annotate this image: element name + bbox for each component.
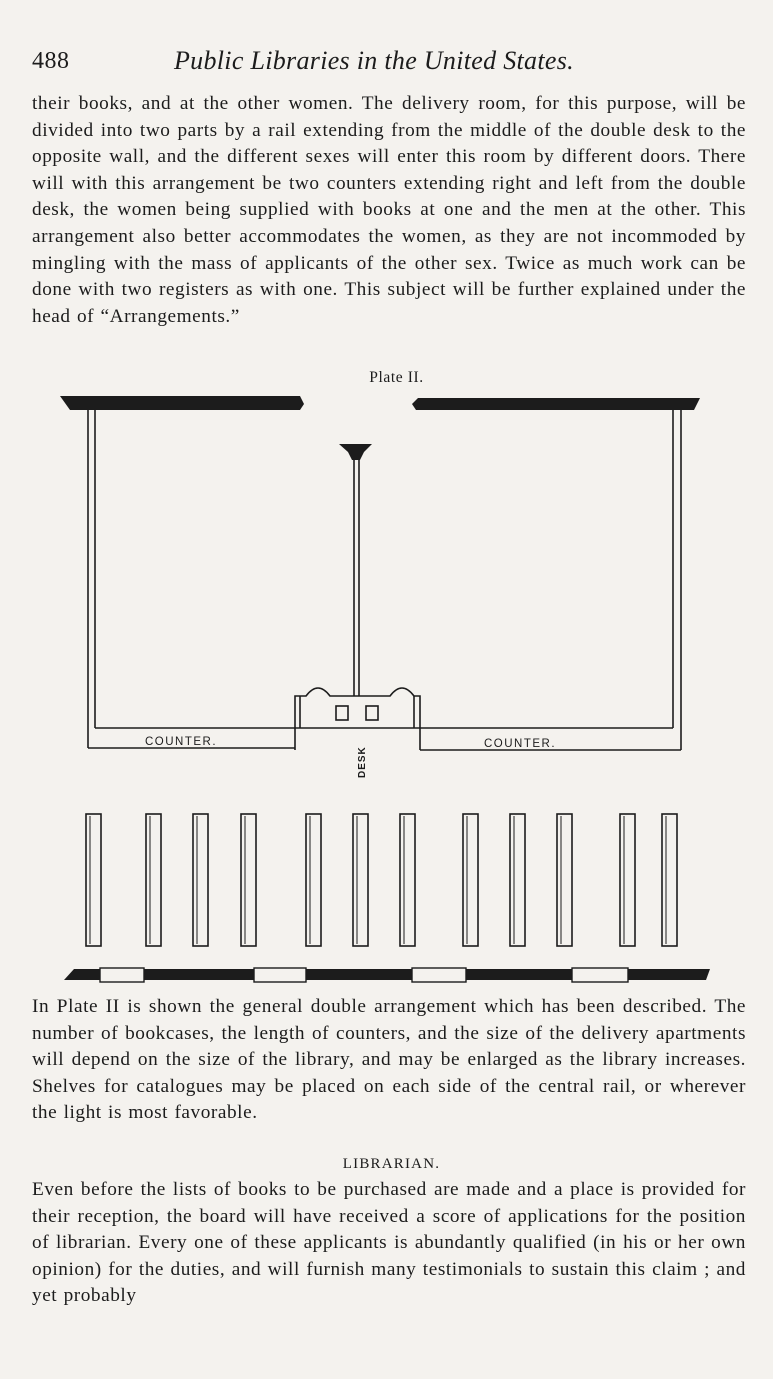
bookcase [193, 814, 208, 946]
bottom-door-2 [254, 968, 306, 982]
paragraph-text: Even before the lists of books to be purchased are made and a place is provided for their reception, the board will have received a score of applications for the position of librarian. Every one of these applicants is abundantly qualified (in his or her own opinion) for the duties, and will furnish many testimonials to sustain this claim ; and yet probably [32, 1179, 746, 1307]
bookcase [557, 814, 572, 946]
paragraph-3 [32, 1177, 746, 1310]
bookcase [146, 814, 161, 946]
bookcase [241, 814, 256, 946]
paragraph-1 [32, 91, 746, 330]
bookcase [86, 814, 101, 946]
bookcase-row [86, 814, 677, 946]
running-title: Public Libraries in the United States. [174, 46, 574, 75]
floor-plan-plate [0, 380, 773, 990]
bottom-door-4 [572, 968, 628, 982]
paragraph-2 [32, 994, 746, 1127]
bookcase [306, 814, 321, 946]
desk-label: DESK [357, 746, 368, 778]
desk-outline [295, 688, 420, 750]
top-wall-right [412, 398, 700, 410]
section-heading: LIBRARIAN. [342, 1156, 441, 1172]
desk-drawer-left [336, 706, 348, 720]
paragraph-text: In Plate II is shown the general double arrangement which has been described. The number of bookcases, the length of counters, and the size of the delivery apartments will depend on the size of the library, and may be enlarged as the library increases. Shelves for catalogues may be placed on each side of the central rail, or wherever the light is most favorable. [32, 996, 746, 1124]
counter-left-label: COUNTER. [145, 736, 218, 748]
bookcase [353, 814, 368, 946]
counter-right-label: COUNTER. [484, 738, 557, 750]
paragraph-text: their books, and at the other women. The delivery room, for this purpose, will be divided into two parts by a rail extending from the middle of the double desk to the opposite wall, and the different sexes will enter this room by different doors. There will with this arrangement be two counters extending right and left from the double desk, the women being supplied with books at one and the men at the other. This arrangement also better accommodates the women, as they are not incommoded by mingling with the mass of applicants of the other sex. Twice as much work can be done with two registers as with one. This subject will be further explained under the head of “Arrangements.” [32, 93, 746, 327]
page-number: 488 [32, 48, 70, 74]
bottom-door-1 [100, 968, 144, 982]
top-wall-left [60, 396, 304, 410]
bottom-wall [64, 968, 710, 982]
bookcase [510, 814, 525, 946]
rail-head [339, 444, 372, 460]
bookcase [620, 814, 635, 946]
bookcase [463, 814, 478, 946]
bottom-door-3 [412, 968, 466, 982]
bookcase [662, 814, 677, 946]
running-header [32, 44, 744, 84]
bookcase [400, 814, 415, 946]
desk-drawer-right [366, 706, 378, 720]
plate-caption: Plate II. [369, 369, 424, 386]
